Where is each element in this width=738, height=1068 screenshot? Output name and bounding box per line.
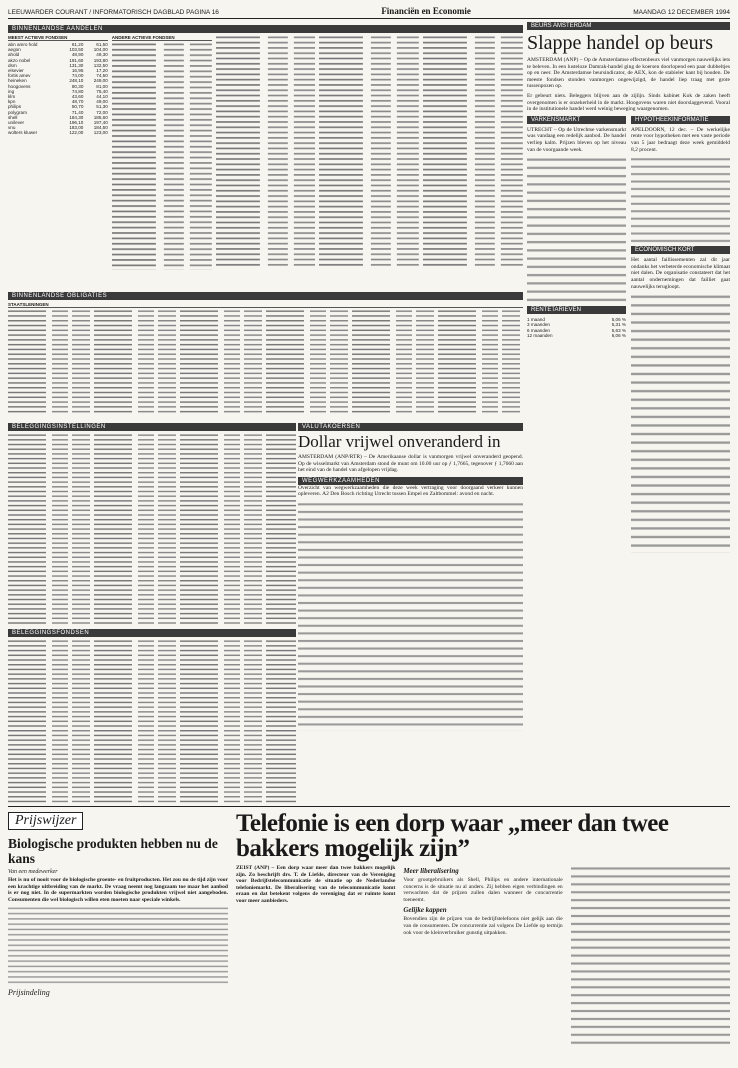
stock-row bbox=[8, 130, 108, 135]
wegwerk-body: Overzicht van wegwerkzaamheden die deze week vertraging voor doorgaand verkeer kunnen opleveren. A2 Den Bosch richting Utrecht tussen Empel en Zaltbommel: avond en nacht. bbox=[298, 484, 523, 498]
dollar-article bbox=[298, 420, 523, 731]
stock-price: 43,60 bbox=[71, 94, 84, 100]
masthead bbox=[8, 6, 730, 19]
obligaties-table-texture bbox=[8, 309, 523, 413]
telefonie-headline: Telefonie is een dorp waar „meer dan twee bakkers mogelijk zijn” bbox=[236, 810, 669, 862]
beleggings-band: BELEGGINGSINSTELLINGEN bbox=[8, 423, 296, 431]
stock-column-5 bbox=[423, 35, 523, 270]
stock-price: 81,00 bbox=[96, 83, 108, 89]
paper-name: LEEUWARDER COURANT / INFORMATORISCH DAGBLAD PAGINA 16 bbox=[8, 9, 219, 16]
stock-price: 184,50 bbox=[93, 125, 108, 131]
stock-price: 16,95 bbox=[71, 68, 84, 74]
andere-actieve-column bbox=[112, 35, 212, 270]
stock-price: 131,30 bbox=[69, 62, 84, 68]
stock-column-3 bbox=[216, 35, 316, 270]
dollar-headline: Dollar vrijwel onveranderd in bbox=[298, 432, 501, 451]
stock-column-4-texture bbox=[319, 35, 419, 269]
stock-price: 75,40 bbox=[96, 88, 108, 94]
stock-price: 61,20 bbox=[71, 42, 84, 47]
beurs-band: BEURS AMSTERDAM bbox=[527, 22, 730, 30]
stock-name: ing bbox=[8, 88, 15, 94]
varkens-band: VARKENSMARKT bbox=[527, 116, 626, 124]
telefonie-article bbox=[236, 811, 730, 1045]
varkens-body: UTRECHT – Op de Utrechtse varkensmarkt was vandaag een redelijk aanbod. De handel verliep kalm. Prijzen bleven op het niveau van de voorgaande week. bbox=[527, 126, 626, 153]
issue-date: MAANDAG 12 DECEMBER 1994 bbox=[633, 9, 730, 16]
stock-price: 61,50 bbox=[96, 42, 108, 47]
beleggings-block bbox=[8, 420, 296, 622]
dollar-body: AMSTERDAM (ANP/RTR) – De Amerikaanse dollar is vanmorgen vrijwel onveranderd geopend. Op de wisselmarkt van Amsterdam stond de munt om 10.00 uur op ƒ 1,7665, tegenover ƒ 1,7660 aan het eind van de handel van afgelopen vrijdag. bbox=[298, 454, 523, 474]
hypo-band: HYPOTHEEKINFORMATIE bbox=[631, 116, 730, 124]
stock-price: 49,30 bbox=[96, 52, 108, 58]
bio-byline: Van een medewerker bbox=[8, 869, 58, 875]
stock-price: 183,00 bbox=[69, 125, 84, 131]
obligaties-band: BINNENLANDSE OBLIGATIES bbox=[8, 292, 523, 300]
stock-price: 51,30 bbox=[96, 104, 108, 110]
prijs-subhead: Prijsindeling bbox=[8, 988, 50, 998]
stock-name: shell bbox=[8, 114, 18, 120]
rente-rate: 5,06 % bbox=[611, 317, 626, 323]
bio-body: Het is nu of nooit voor de biologische groente- en fruitproducten. Het zou nu de tijd zijn voor een krachtige uitbreiding van de markt. De vraag neemt nog langzaam toe maar het aanbod is er nog niet. In de supermarkten worden biologische produkten vrijwel niet aangeboden. Consumenten die wel biologisch willen eten moeten naar speciale winkels. bbox=[8, 877, 228, 903]
stock-price: 193,80 bbox=[93, 57, 108, 63]
rente-rate: 5,63 % bbox=[611, 327, 626, 333]
bottom-section bbox=[8, 806, 730, 1061]
stock-price: 132,50 bbox=[93, 62, 108, 68]
stock-price: 185,60 bbox=[93, 114, 108, 120]
rente-term: 6 maanden bbox=[527, 327, 550, 333]
section-title: Financiën en Economie bbox=[381, 6, 471, 16]
beurs-body: AMSTERDAM (ANP) – Op de Amsterdamse effectenbeurs viel vanmorgen nauwelijks iets te beleven. In een lusteloze Damrak-handel ging de koersen doorlopend een paar dubbeltjes op en neer. De Amsterdamse beursindicator, de AEX, kon de stabieler kant bij houden. De meeste fondsen stonden vanmorgen ongewijzigd, de handel liep traag met grote tussenpozen op. bbox=[527, 57, 730, 90]
stock-price: 249,00 bbox=[93, 78, 108, 84]
stock-column-3-texture bbox=[216, 35, 316, 269]
stock-price: 122,00 bbox=[69, 130, 84, 136]
stock-name: elsevier bbox=[8, 68, 24, 74]
stock-price: 48,70 bbox=[71, 99, 84, 105]
stock-name: fortis amev bbox=[8, 73, 31, 79]
stock-name: philips bbox=[8, 104, 22, 110]
aandelen-band: BINNENLANDSE AANDELEN bbox=[8, 25, 523, 33]
stock-price: 50,70 bbox=[71, 104, 84, 110]
stock-price: 103,50 bbox=[69, 47, 84, 53]
stock-name: klm bbox=[8, 94, 16, 100]
hypo-table-texture bbox=[631, 156, 730, 246]
telefonie-body-2: Voor grootgebruikers als Shell, Philips en andere internationale concerns is de situatie nu al anders. Zij hebben eigen verbindingen en verwachten dat de prijzen zullen dalen wanneer de concurrentie toeneemt. bbox=[403, 877, 563, 903]
stock-name: aegon bbox=[8, 47, 21, 53]
hypo-column bbox=[631, 116, 730, 553]
stock-price: 44,10 bbox=[96, 94, 108, 100]
stock-price: 196,10 bbox=[69, 120, 84, 126]
stock-price: 197,40 bbox=[93, 120, 108, 126]
rente-term: 3 maanden bbox=[527, 322, 550, 328]
rente-band: RENTETARIEVEN bbox=[527, 306, 626, 314]
stock-name: unilever bbox=[8, 120, 25, 126]
beleggings-table-texture bbox=[8, 433, 296, 627]
fondsen-table-texture bbox=[8, 639, 296, 803]
rente-row bbox=[527, 333, 626, 338]
stock-price: 80,30 bbox=[71, 83, 84, 89]
staats-heading: STAATSLENINGEN bbox=[8, 302, 523, 308]
stock-name: abn amro hold bbox=[8, 42, 38, 47]
stock-name: polygram bbox=[8, 109, 27, 115]
beurs-body-2: Er gebeurt niets. Beleggers blijven aan de zijlijn. Sinds kabinet Kok de zaken heeft overgenomen is er onzekerheid in de markt. Hoogovens waren niet doorslaggevend. Vooral in de institutionele handel werd weinig beweging waargenomen. bbox=[527, 92, 730, 113]
stock-price: 48,90 bbox=[71, 52, 84, 58]
stock-columns-texture bbox=[112, 42, 212, 270]
andere-actieve-heading: ANDERE ACTIEVE FONDSEN bbox=[112, 35, 212, 41]
eco-text-texture bbox=[631, 293, 730, 553]
stock-price: 72,00 bbox=[96, 109, 108, 115]
stock-price: 71,40 bbox=[71, 109, 84, 115]
stock-price: 74,80 bbox=[71, 88, 84, 94]
stock-price: 17,20 bbox=[96, 68, 108, 74]
stock-price: 184,30 bbox=[69, 114, 84, 120]
rente-term: 12 maanden bbox=[527, 332, 553, 338]
prijswijzer-article bbox=[8, 811, 228, 999]
stock-name: heineken bbox=[8, 78, 27, 84]
stock-name: akzo nobel bbox=[8, 57, 31, 63]
meest-actieve-column bbox=[8, 35, 108, 270]
prijswijzer-label: Prijswijzer bbox=[8, 812, 83, 830]
beleggingsfondsen-block bbox=[8, 626, 296, 798]
varkens-column bbox=[527, 116, 626, 553]
stock-name: wolters kluwer bbox=[8, 130, 38, 136]
hypo-body: APELDOORN, 12 dec. – De werkelijke rente voor hypotheken met een vaste periode van 5 jaar bedraagt deze week gemiddeld 8,2 procent. bbox=[631, 126, 730, 153]
stock-price: 248,10 bbox=[69, 78, 84, 84]
rente-table bbox=[527, 317, 626, 338]
wegwerk-text-texture bbox=[298, 501, 523, 731]
bio-text-texture bbox=[8, 906, 228, 986]
stock-column-5-texture bbox=[423, 35, 523, 269]
telefonie-body-3: Bovendien zijn de prijzen van de bedrijfstelefoons niet gelijk aan die van de consumenten. De concurrentie zal volgens De Liefde op termijn ook voor de kleinverbruiker gunstig uitpakken. bbox=[403, 916, 563, 936]
eco-band: ECONOMISCH KORT bbox=[631, 246, 730, 254]
stock-name: dsm bbox=[8, 62, 17, 68]
stock-price: 74,50 bbox=[96, 73, 108, 79]
meest-actieve-heading: MEEST ACTIEVE FONDSEN bbox=[8, 35, 108, 41]
stock-price: 191,60 bbox=[69, 57, 84, 63]
rente-rate: 6,06 % bbox=[611, 332, 626, 338]
varkens-text-texture bbox=[527, 156, 626, 306]
valuta-band: VALUTAKOERSEN bbox=[298, 423, 523, 431]
beurs-headline: Slappe handel op beurs bbox=[527, 32, 714, 54]
rente-rate: 5,31 % bbox=[611, 322, 626, 328]
obligaties-block bbox=[8, 289, 523, 414]
telefonie-body: ZEIST (ANP) – Een dorp waar meer dan twee bakkers mogelijk zijn. Zo beschrijft drs. T. de Liefde, directeur van de Vereniging voor Bedrijfstelecommunicatie de situatie op de Nederlandse telefoniemarkt. De liberalisering van de telecommunicatie komt eraan en dat betekent volgens de vereniging dat er ruimte komt voor meer aanbieders. bbox=[236, 865, 396, 904]
telefonie-sub2: Gelijke kappen bbox=[403, 906, 447, 915]
stock-price: 123,00 bbox=[93, 130, 108, 136]
bio-headline: Biologische produkten hebben nu de kans bbox=[8, 836, 218, 866]
stock-price: 104,00 bbox=[93, 47, 108, 53]
stock-name: vnu bbox=[8, 125, 16, 131]
meest-actieve-table bbox=[8, 42, 108, 136]
telefonie-sub1: Meer liberalisering bbox=[403, 867, 459, 875]
rente-term: 1 maand bbox=[527, 317, 545, 323]
stock-name: kpn bbox=[8, 99, 16, 105]
stock-price: 49,00 bbox=[96, 99, 108, 105]
eco-body: Het aantal faillissementen zal dit jaar ondanks het verbeterde economische klimaat niet dalen. De organisatie constateert dat het aantal ondernemingen dat failliet gaat nauwelijks terugloopt. bbox=[631, 257, 730, 290]
wegwerk-band: WEGWERKZAAMHEDEN bbox=[298, 477, 523, 485]
stock-column-4 bbox=[319, 35, 419, 270]
stock-name: hoogovens bbox=[8, 83, 31, 89]
stock-price: 74,00 bbox=[71, 73, 84, 79]
stock-name: ahold bbox=[8, 52, 20, 58]
right-column bbox=[527, 22, 730, 553]
fondsen-band: BELEGGINGSFONDSEN bbox=[8, 629, 296, 637]
telefonie-text-texture bbox=[571, 865, 730, 1045]
aandelen-block bbox=[8, 22, 523, 280]
